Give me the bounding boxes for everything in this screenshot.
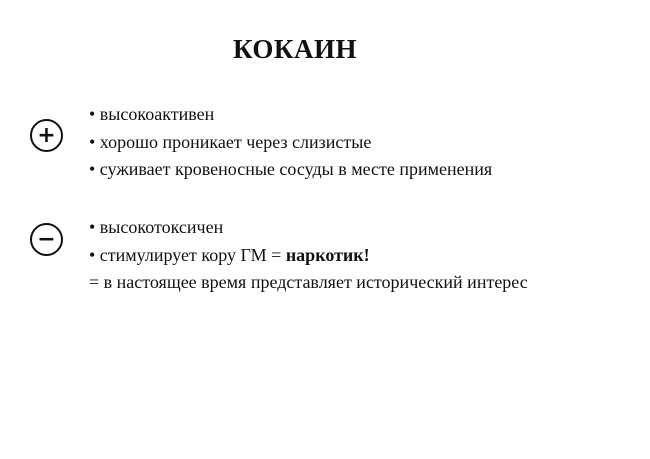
stimulates-text: • стимулирует кору ГМ =: [89, 244, 286, 265]
cons-list: [89, 214, 528, 297]
cons-item: • высокотоксичен: [89, 217, 224, 237]
pros-item: • суживает кровеносные сосуды в месте применения: [89, 159, 493, 179]
slide-title: КОКАИН: [233, 34, 357, 64]
plus-circle-icon: +: [30, 119, 63, 152]
pros-item: • высокоактивен: [89, 104, 215, 124]
cons-item-stimulates: [89, 242, 528, 270]
minus-circle-icon: −: [30, 223, 63, 256]
cons-conclusion: = в настоящее время представляет исторический интерес: [89, 272, 528, 292]
narcotic-emphasis: наркотик!: [285, 244, 370, 265]
pros-item: • хорошо проникает через слизистые: [89, 131, 372, 152]
pros-list: [89, 101, 492, 184]
